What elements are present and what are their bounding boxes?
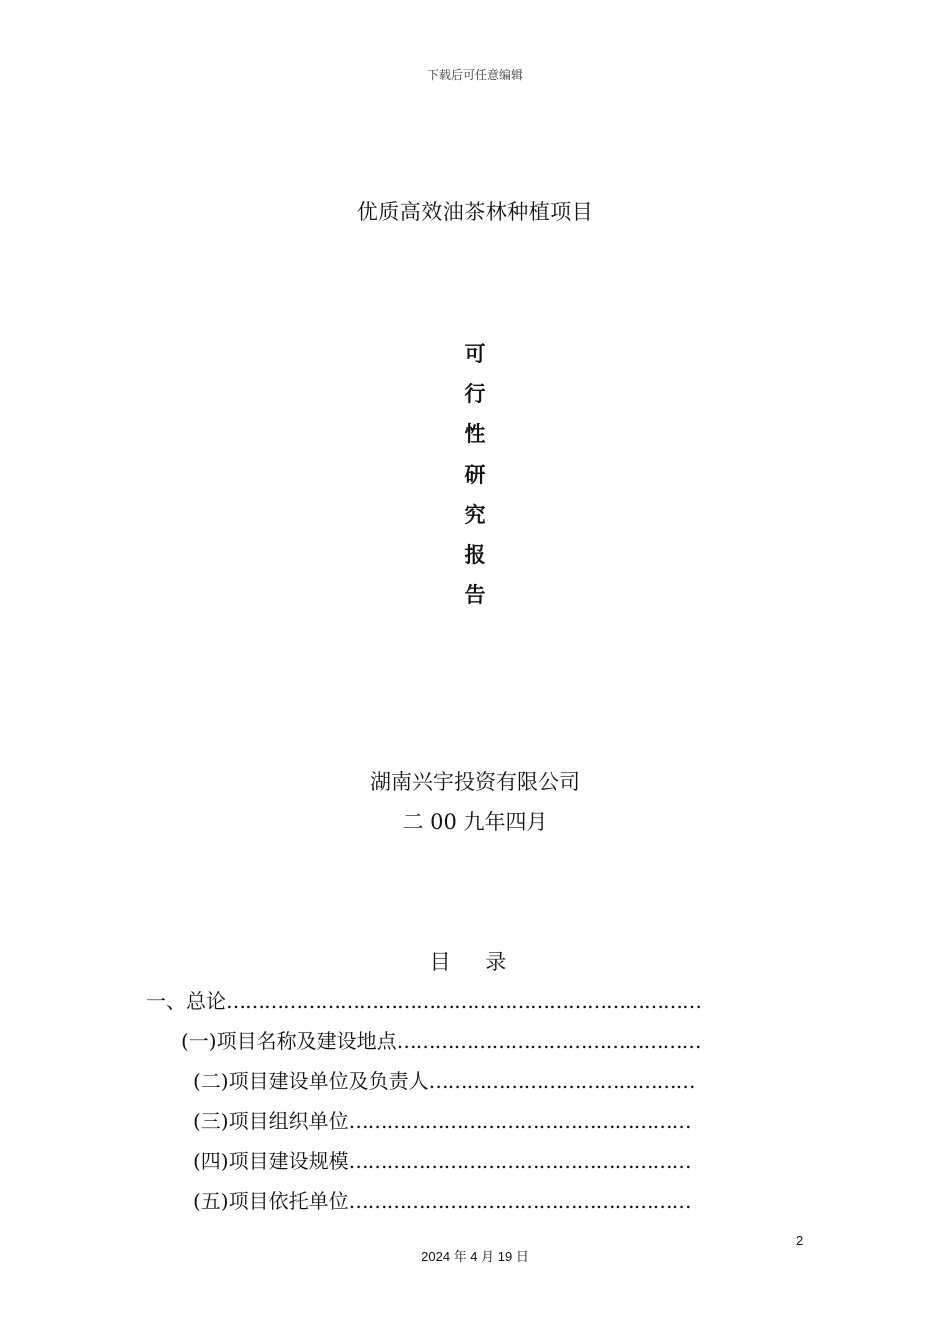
company-name: 湖南兴宇投资有限公司 <box>370 770 580 794</box>
toc-leader-dots: ……………………………………………… <box>348 1189 691 1213</box>
toc-entry[interactable] <box>146 986 786 1016</box>
project-name: 优质高效油茶林种植项目 <box>356 200 594 224</box>
toc-entry[interactable] <box>181 1026 786 1056</box>
toc-entry-label: (一)项目名称及建设地点 <box>181 1029 397 1053</box>
report-title-char: 究 <box>464 502 486 527</box>
toc-entry-label: 一、总论 <box>146 989 226 1013</box>
toc-entry[interactable] <box>193 1186 797 1216</box>
toc-title: 目 录 <box>429 950 521 974</box>
toc-entry-label: (四)项目建设规模 <box>193 1149 349 1173</box>
page-header-note: 下载后可任意编辑 <box>426 68 523 82</box>
toc-entry-label: (二)项目建设单位及负责人 <box>193 1069 429 1093</box>
report-title-char: 报 <box>464 542 486 567</box>
toc-leader-dots: ………………………………………………………………… <box>226 989 701 1013</box>
report-title-char: 研 <box>464 462 486 487</box>
toc-entry[interactable] <box>193 1066 797 1096</box>
footer-date: 2024 年 4 月 19 日 <box>421 1249 529 1264</box>
report-title-vertical <box>455 334 495 615</box>
toc-entry[interactable] <box>193 1146 797 1176</box>
toc-entry[interactable] <box>193 1106 797 1136</box>
report-title-char: 性 <box>464 422 486 447</box>
toc-entry-label: (五)项目依托单位 <box>193 1189 349 1213</box>
report-title-char: 可 <box>464 342 486 366</box>
page-number: 2 <box>796 1233 804 1248</box>
report-title-char: 行 <box>464 382 486 407</box>
toc-leader-dots: …………………………………… <box>428 1069 695 1093</box>
cover-date: 二 00 九年四月 <box>402 810 548 834</box>
report-title-char: 告 <box>464 583 486 608</box>
toc-entry-label: (三)项目组织单位 <box>193 1109 349 1133</box>
toc-leader-dots: ……………………………………………… <box>348 1149 691 1173</box>
toc-leader-dots: ……………………………………………… <box>348 1109 691 1133</box>
toc-leader-dots: ………………………………………… <box>396 1029 701 1053</box>
